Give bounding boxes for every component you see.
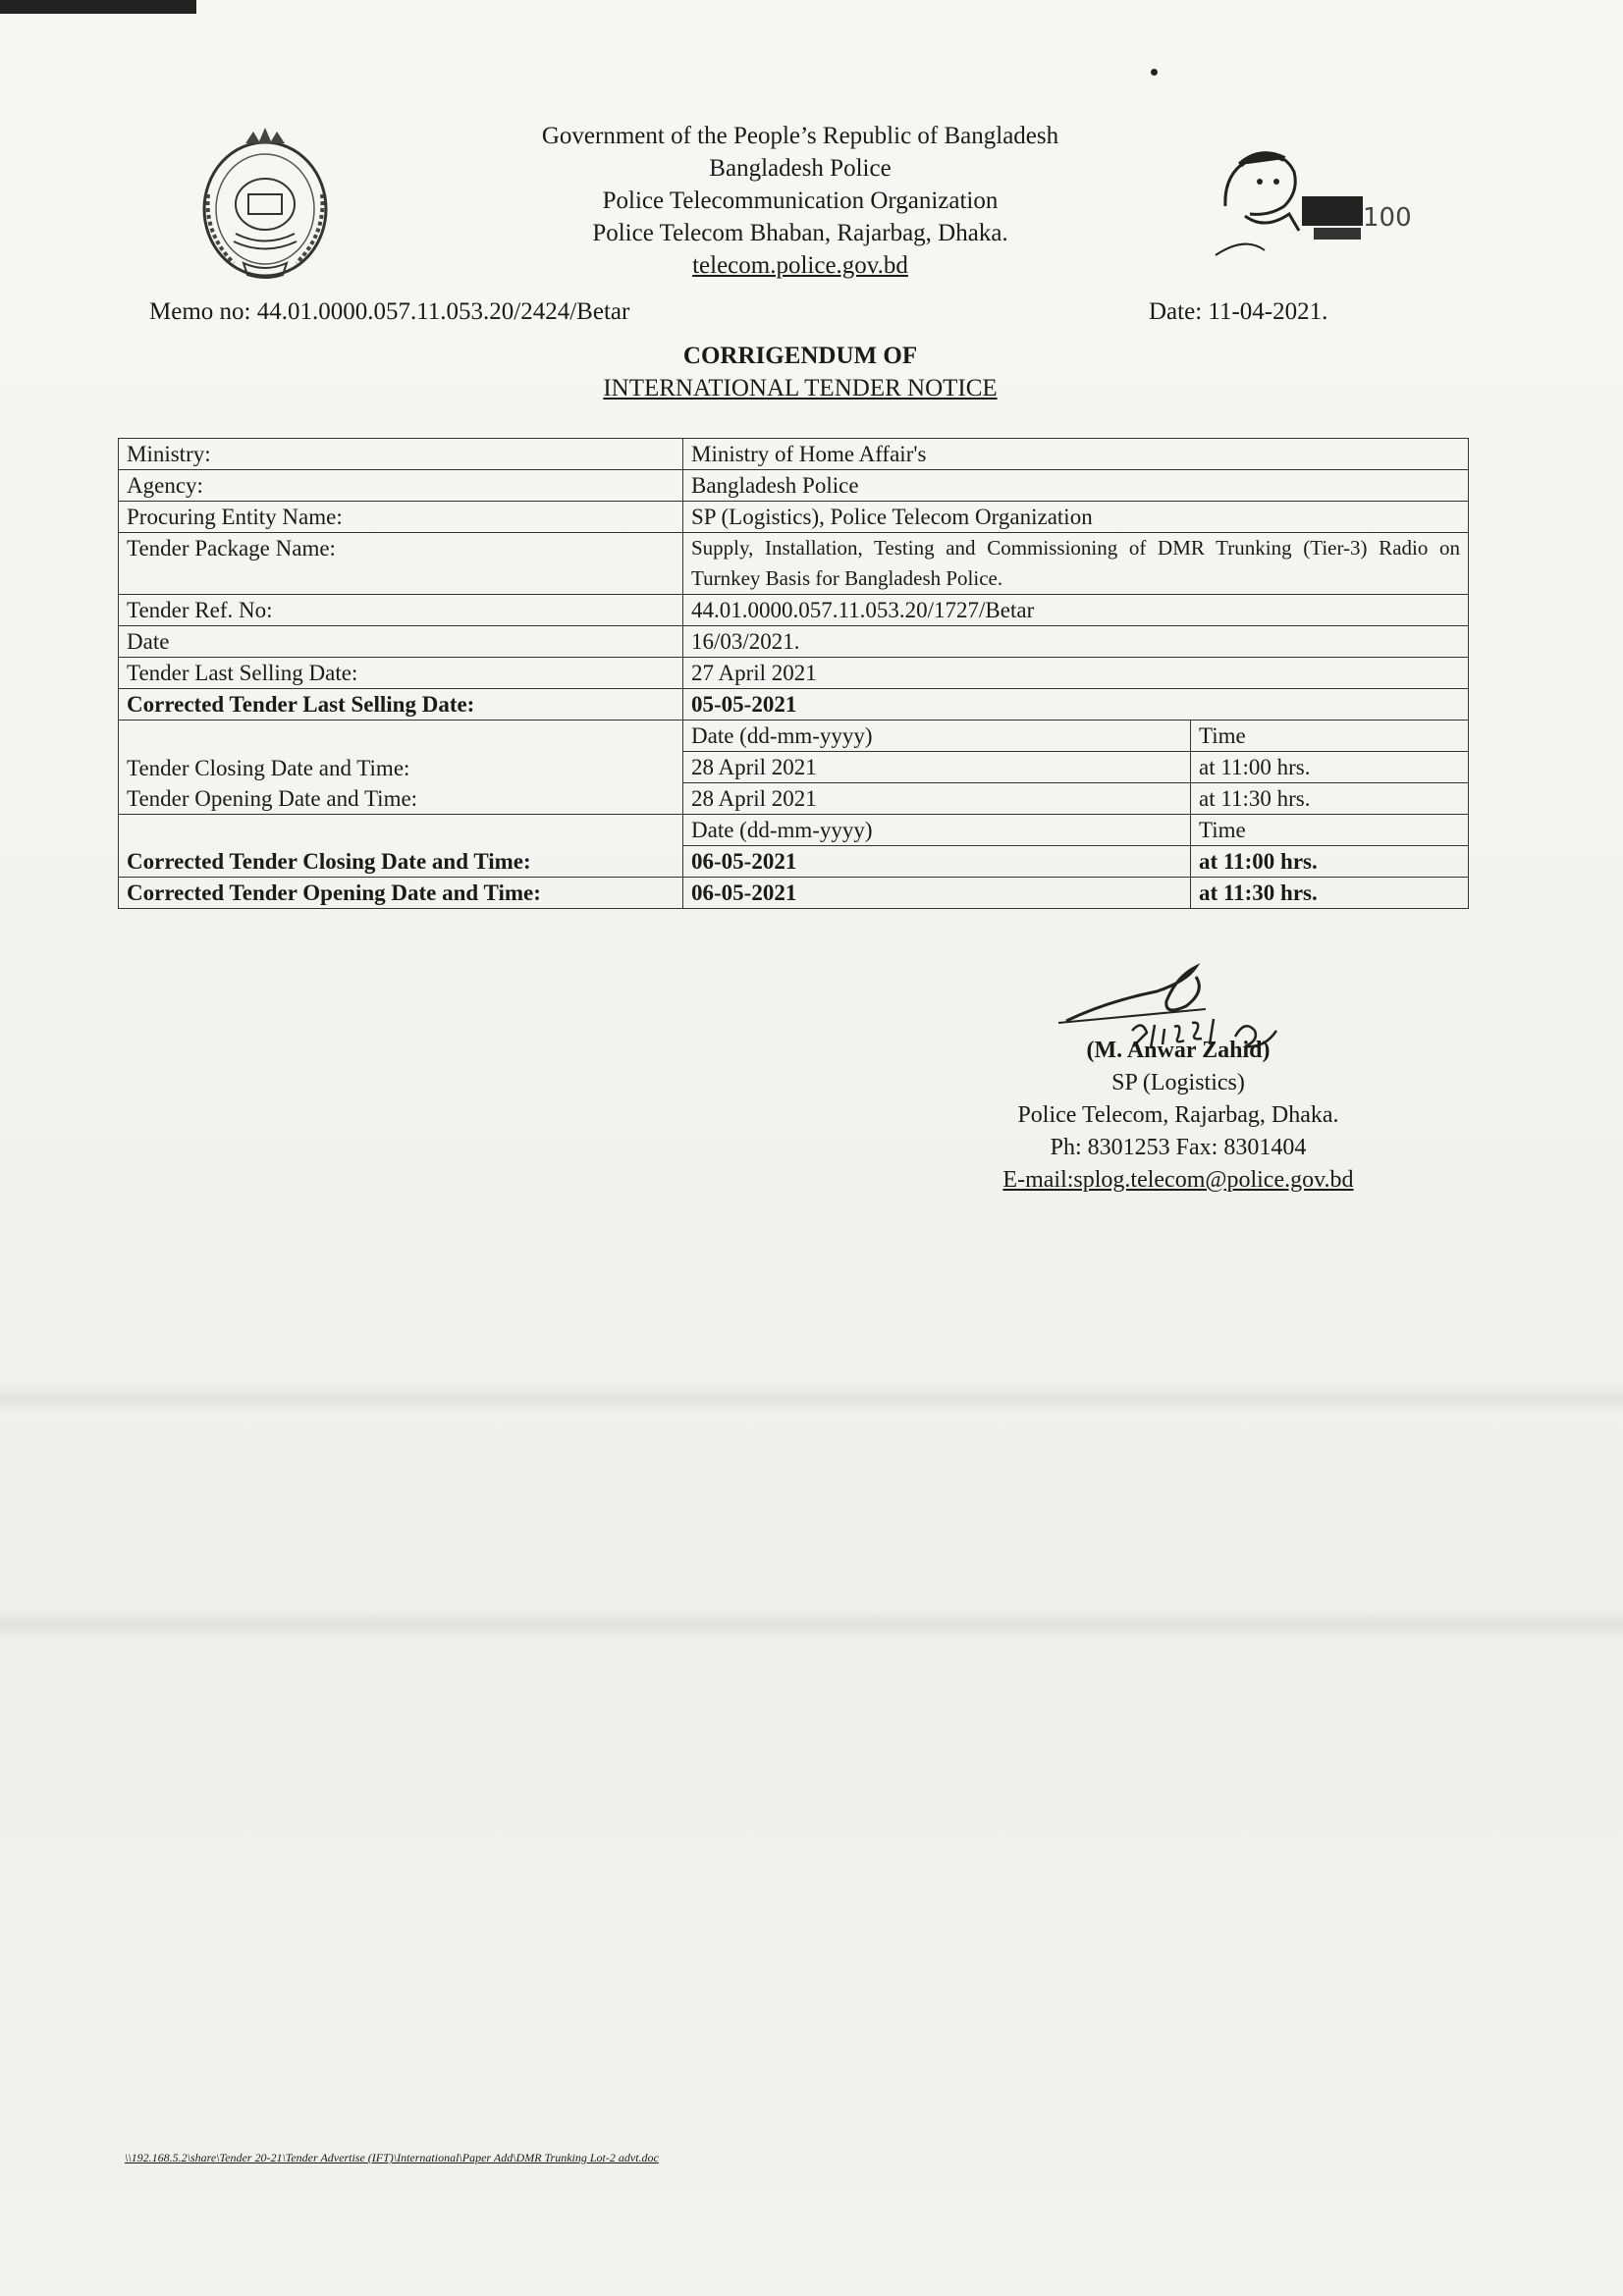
paper-fold	[0, 1384, 1623, 1414]
cell-label: Tender Package Name:	[119, 533, 683, 595]
cell-label: Tender Ref. No:	[119, 595, 683, 626]
signature-block	[943, 1035, 1414, 1197]
cell-value: 44.01.0000.057.11.053.20/1727/Betar	[683, 595, 1469, 626]
closing-date: 28 April 2021	[683, 752, 1191, 783]
table-row	[119, 626, 1469, 658]
tender-table	[118, 438, 1469, 909]
time-header: Time	[1191, 721, 1469, 752]
cell-label: Corrected Tender Last Selling Date:	[119, 689, 683, 721]
cell-label: Corrected Tender Closing Date and Time:	[119, 846, 683, 878]
address-line: Police Telecom Bhaban, Rajarbag, Dhaka.	[592, 220, 1008, 246]
notice-title	[295, 340, 1306, 404]
table-row	[119, 502, 1469, 533]
website-link[interactable]: telecom.police.gov.bd	[692, 252, 908, 279]
table-row	[119, 658, 1469, 689]
cell-value: Bangladesh Police	[683, 470, 1469, 502]
cell-label: Agency:	[119, 470, 683, 502]
closing-label: Tender Closing Date and Time:	[127, 756, 410, 780]
signatory-phone: Ph: 8301253 Fax: 8301404	[1050, 1135, 1307, 1160]
cell-value: 05-05-2021	[683, 689, 1469, 721]
corr-opening-time: at 11:30 hrs.	[1191, 878, 1469, 909]
paper-fold	[0, 1610, 1623, 1639]
cell-label: Procuring Entity Name:	[119, 502, 683, 533]
organization-line: Police Telecommunication Organization	[602, 187, 999, 214]
memo-date: Date: 11-04-2021.	[1149, 298, 1328, 325]
cell-label: Corrected Tender Opening Date and Time:	[119, 878, 683, 909]
opening-label: Tender Opening Date and Time:	[127, 786, 418, 811]
cell-value: 16/03/2021.	[683, 626, 1469, 658]
title-line-2: INTERNATIONAL TENDER NOTICE	[603, 375, 998, 401]
file-path-footer: \\192.168.5.2\share\Tender 20-21\Tender Advertise (IFT)\International\Paper Add\DMR Trunking Lot-2 advt.doc	[125, 2151, 659, 2164]
table-row	[119, 846, 1469, 878]
signatory-designation: SP (Logistics)	[1111, 1070, 1245, 1095]
cell-label	[119, 815, 683, 846]
scan-edge	[0, 0, 196, 14]
closing-time: at 11:00 hrs.	[1191, 752, 1469, 783]
table-row	[119, 533, 1469, 595]
department-line: Bangladesh Police	[709, 155, 892, 182]
cell-value: Supply, Installation, Testing and Commissioning of DMR Trunking (Tier-3) Radio on Turnkey Basis for Bangladesh Police.	[683, 533, 1469, 595]
corr-closing-time: at 11:00 hrs.	[1191, 846, 1469, 878]
table-row	[119, 470, 1469, 502]
time-header: Time	[1191, 815, 1469, 846]
table-row	[119, 815, 1469, 846]
table-row	[119, 595, 1469, 626]
title-line-1: CORRIGENDUM OF	[682, 343, 918, 369]
cell-value: SP (Logistics), Police Telecom Organization	[683, 502, 1469, 533]
opening-time: at 11:30 hrs.	[1191, 783, 1469, 815]
letterhead	[295, 120, 1306, 282]
cell-value: 27 April 2021	[683, 658, 1469, 689]
date-header: Date (dd-mm-yyyy)	[683, 815, 1191, 846]
cell-value: Ministry of Home Affair's	[683, 439, 1469, 470]
cell-label: Date	[119, 626, 683, 658]
cell-label: Ministry:	[119, 439, 683, 470]
table-row	[119, 439, 1469, 470]
cell-label	[119, 721, 683, 815]
signatory-name: (M. Anwar Zahid)	[1086, 1038, 1271, 1063]
table-row	[119, 689, 1469, 721]
corr-opening-date: 06-05-2021	[683, 878, 1191, 909]
opening-date: 28 April 2021	[683, 783, 1191, 815]
date-header: Date (dd-mm-yyyy)	[683, 721, 1191, 752]
svg-text:100: 100	[1363, 203, 1412, 233]
signatory-office: Police Telecom, Rajarbag, Dhaka.	[1017, 1102, 1339, 1128]
table-row	[119, 878, 1469, 909]
scan-speck	[1151, 69, 1158, 76]
signatory-email[interactable]: E-mail:splog.telecom@police.gov.bd	[1002, 1167, 1354, 1193]
government-line: Government of the People’s Republic of Bangladesh	[541, 123, 1059, 149]
cell-label: Tender Last Selling Date:	[119, 658, 683, 689]
corr-closing-date: 06-05-2021	[683, 846, 1191, 878]
memo-number: Memo no: 44.01.0000.057.11.053.20/2424/Betar	[149, 298, 630, 325]
table-row	[119, 721, 1469, 752]
